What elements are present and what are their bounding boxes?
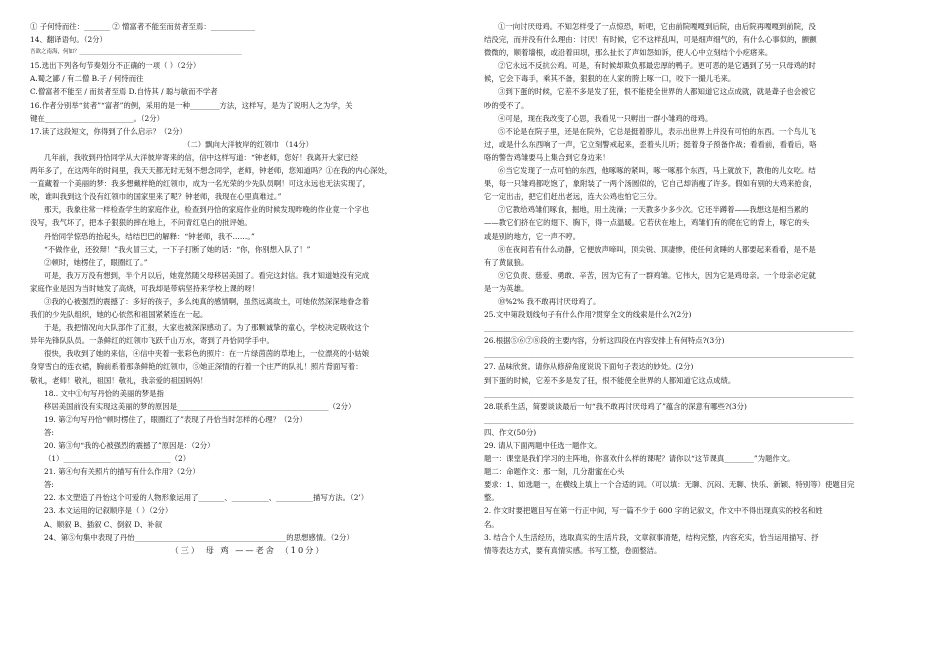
left-line: 没写，我气坏了，把本子狠狠的摔在地上，不问青红皂白的批评她。: [30, 218, 252, 228]
left-line: 移居美国前没有实现这美丽的梦的原因是_________________________________________（2分）: [44, 401, 356, 411]
right-line: ____________________________________________________________________________________________________: [484, 323, 854, 333]
right-line: ⑦它教给鸡雏们啄食，掘地，用土洗澡；一天教多少多少次。它还半蹲着——我想这是相当累的: [498, 205, 809, 215]
left-column: [30, 20, 466, 557]
left-line: 23. 本文运用的记叙顺序是（ ）（2分）: [44, 506, 173, 516]
right-line: ——教它们挤在它的翅下、胸下，得一点温暖。它若伏在地上，鸡雏们有的爬在它的背上，啄它的头: [484, 218, 810, 228]
right-line: 候，它会下毒手，乘其不备，狠狠的在人家的胯上啄一口，咬下一撮儿毛来。: [484, 74, 736, 84]
right-line: 29. 请从下面两题中任选一题作文。: [484, 441, 602, 450]
left-line: 吾欲之南海，何如？___________________________________________________________: [30, 49, 242, 56]
left-line: 异年先锋队队员。一条鲜红的红领巾飞跃千山万水，寄到了丹恰同学手中。: [30, 336, 274, 346]
left-line: 唉，谁叫我到这个没有红领巾的国家里来了呢？钟老师，我现在心里真难过。”: [30, 192, 282, 202]
left-line: 14、翻译语句。（2分）: [30, 35, 107, 45]
left-line: （二）飘向大洋彼岸的红领巾 （14分）: [182, 139, 313, 149]
left-line: 22. 本文塑造了丹怡这个可爱的人物形象运用了_______、__________、__________描写方法。（2’）: [44, 493, 369, 503]
left-line: ③我的心被强烈的震撼了：多好的孩子，多么纯真的感情啊，虽然远离故土，可她依然深深地眷念着: [44, 296, 370, 306]
left-line: 15.选出下列各句节奏划分不正确的一项（ ）（2分）: [30, 61, 201, 71]
left-line: A、顺叙 B、插叙 C、倒叙 D、补叙: [44, 519, 163, 529]
right-line: 咯的警告鸡雏要马上集合到它身边来！: [484, 152, 610, 162]
left-line: ① 子何恃而往：_______ ② 憎富者不能至而贫者至焉：____________: [30, 22, 256, 31]
right-line: ⑨它负责、慈爱、勇敢、辛苦，因为它有了一群鸡雏。它伟大，因为它是鸡母亲。一个母亲必定就: [498, 270, 816, 280]
right-line: ⑧在夜间若有什么动静，它便放声啼叫，顶尖锐、顶凄惨，使任何贪睡的人都要起来看看，是不是: [498, 244, 816, 254]
left-line: 可是，我万万没有想到，半个月以后，她竟然随父母移居美国了。看完这封信。我才知道她没有完成: [44, 270, 370, 280]
left-line: 我们的少先队组织，她的心依然和祖国紧紧连在一起。: [30, 310, 208, 320]
right-line: 果，每一只雏鸡都吃饱了，象附装了一两个汤圆似的，它自己却消瘦了许多。假如有别的大鸡来抢食，: [484, 179, 817, 189]
right-line: 题二：命题作文：那一刻，几分甜蜜在心头: [484, 467, 625, 477]
left-line: 20. 第③句“我的心被强烈的震撼了”原因是：（2分）: [44, 441, 215, 450]
left-line: 家庭作业是因为当时她发了高烧，可我却是带病坚持来学校上课的呀！: [30, 283, 260, 293]
left-line: 几年前，我收到丹恰同学从大洋彼岸寄来的信，信中这样写道：“钟老师，您好！我离开大家已经: [44, 152, 359, 162]
right-line: 吵的受不了。: [484, 100, 529, 110]
left-line: （1）_____________________________（2）: [44, 454, 191, 464]
right-line: 四、作文(50分): [484, 427, 537, 437]
right-line: ____________________________________________________________________________________________________: [484, 414, 854, 424]
left-line: 丹怡同学惊恐的抬起头，结结巴巴的解释：“钟老师，我不……。”: [44, 231, 255, 241]
right-line: 它一定出击，把它们赶出老远，连大公鸡也怕它三分。: [484, 192, 662, 202]
left-line: 16.作者分别举“贫者”“富者”的例，采用的是一种________方法，这样写，是为了说明人之为学，关: [30, 100, 353, 110]
right-line: ④可是，现在我改变了心思，我看见一只孵出一群小雏鸡的母鸡。: [498, 113, 713, 123]
left-line: 18.. 文中①句写丹恰的美丽的梦是指: [44, 388, 164, 398]
right-line: 结没完，而并没有什么理由：讨厌！有时候，它不这样乱叫，可是细声细气的，有什么心事似的，颤颤: [484, 35, 817, 45]
left-line: 身穿雪白的连衣裙，胸前系着那条鲜艳的红领巾，⑤她正深情的行着一个庄严的队礼！照片背面写着：: [30, 362, 363, 372]
right-line: 是一为英雄。: [484, 283, 529, 293]
right-line: ②它永远不反抗公鸡。可是，有时候却欺负那最忠厚的鸭子。更可恶的是它遇到了另一只母鸡的时: [498, 61, 816, 71]
left-line: （三） 母 鸡 ——老舍 （10分）: [170, 544, 326, 555]
left-line: 那天，我象往常一样检查学生的家庭作业，检查到丹恰的家庭作业的时候发现昨晚的作业竟一个字也: [44, 205, 370, 215]
left-line: 17.读了这段短文，你得到了什么启示？（2分）: [30, 126, 187, 136]
right-line: ⑩%2% 我不敢再讨厌母鸡了。: [498, 296, 601, 306]
right-line: 28.联系生活，简要谈谈最后一句“我不敢再讨厌母鸡了”蕴含的深意有哪些?(3分): [484, 401, 747, 411]
right-line: 有了黄鼠狼。: [484, 257, 529, 267]
right-line: 名。: [484, 519, 499, 529]
left-line: 24、第⑤句集中表现了丹怡_________________________________________的思想感情。（2分）: [44, 532, 354, 542]
right-line: 2. 作文时要把题目写在第一行正中间，写一篇不少于 600 字的记叙文，作文中不得出现真实的校名和姓: [484, 506, 823, 516]
right-line: 要求：1、如选题一，在横线上填上一个合适的词。（可以填：无聊、沉闷、无聊、快乐、新颖、特别等）使题目完: [484, 480, 855, 490]
left-line: 键在________________________。（2分）: [30, 113, 165, 123]
right-line: 微微的，顺着墙根，或沿着田坝，那么扯长了声如怨如诉，使人心中立刻结个小疙瘩来。: [484, 48, 773, 58]
left-line: 于是，我把情况向大队部作了汇报，大家也被深深感动了。为了那颗诚挚的童心，学校决定吸收这个: [44, 323, 370, 333]
left-line: C.僧富者不能至 / 而贫者至焉 D.自恃其 / 聪与敏而不学者: [30, 87, 218, 97]
right-line: 整。: [484, 493, 499, 503]
right-line: 题一：课堂是我们学习的主阵地，你喜欢什么样的课呢？请你以“这节课真________”为题作文。: [484, 454, 795, 464]
right-line: ⑤不论是在院子里，还是在院外，它总是挺着脖儿，表示出世界上并没有可怕的东西。一个鸟儿飞: [498, 126, 816, 136]
left-line: 答:: [44, 480, 54, 490]
left-line: 一直藏着一个美丽的梦：我多想戴样艳的红领巾，成为一名光荣的少先队员啊！可这永远也无法实现了，: [30, 179, 370, 189]
left-line: “不做作业，还狡辩！”我火冒三丈，一下子打断了她的话：“你，你别想入队了！”: [44, 244, 311, 254]
right-line: ⑥当它发现了一点可怕的东西，他啄啄的紧叫，啄一啄那个东西，马上就放下，教他的儿女吃。结: [498, 166, 816, 176]
right-line: 过，或是什么东西响了一声，它立刻警戒起来，歪着头儿听；挺着身子预备作战；看看前，看看后，咯: [484, 139, 817, 149]
right-line: ③到下蛋的时候，它差不多是发了狂，恨不能使全世界的人都知道它这点成就，就是聋子也会被它: [498, 87, 816, 97]
right-line: 26.根据⑤⑥⑦⑧段的主要内容，分析这四段在内容安排上有何特点?(3分): [484, 336, 725, 346]
left-line: A.蜀之鄙 / 有二僧 B.子 / 何恃而往: [30, 74, 144, 84]
right-line: ①一向讨厌母鸡。不知怎样受了一点惊恐，听吧，它由前院嘎嘎到后院，由后院再嘎嘎到前院，没: [498, 22, 816, 31]
left-line: 敬礼，老师！敬礼，祖国！敬礼，我亲爱的祖国妈妈！: [30, 375, 208, 385]
left-line: 很快，我收到了她的来信，④信中夹着一张彩色的照片：在一片绿茵茵的草地上，一位漂亮的小姑娘: [44, 349, 370, 359]
right-line: 或是别的地方，它一声不哼。: [484, 231, 581, 241]
right-column: [484, 20, 926, 557]
right-line: 到下蛋的时候，它差不多是发了狂，恨不能使全世界的人都知道它这点成绩。: [484, 375, 736, 385]
left-line: 21. 第④句有关照片的描写有什么作用?（2分）: [44, 467, 200, 477]
right-line: 25.文中第段划线句子有什么作用?贯穿全文的线索是什么?(2分): [484, 310, 692, 320]
right-line: ____________________________________________________________________________________________________: [484, 388, 854, 398]
left-line: 答:: [44, 427, 54, 437]
right-line: 情等表达方式，要有真情实感。书写工整，卷面整洁。: [484, 545, 662, 555]
left-line: 两年多了，在这两年的时间里，我天天都无时无刻不想念同学，老师，钟老师，您知道吗？①在我的内心深处，: [30, 166, 393, 176]
left-line: 19. 第②句写丹恰“顿时楞住了，眼圈红了”表现了丹恰当时怎样的心理？（2分）: [44, 414, 307, 424]
right-line: 3. 结合个人生活经历，选取真实的生活片段，文章叙事清楚，结构完整，内容充实，恰当运用描写、抒: [484, 532, 819, 542]
right-line: 27. 品味欣赏。请你从修辞角度说说下面句子表达的妙处。(2分): [484, 362, 694, 372]
right-line: ____________________________________________________________________________________________________: [484, 349, 854, 359]
left-line: ②顿时，她楞住了，眼圈红了。”: [44, 257, 148, 267]
